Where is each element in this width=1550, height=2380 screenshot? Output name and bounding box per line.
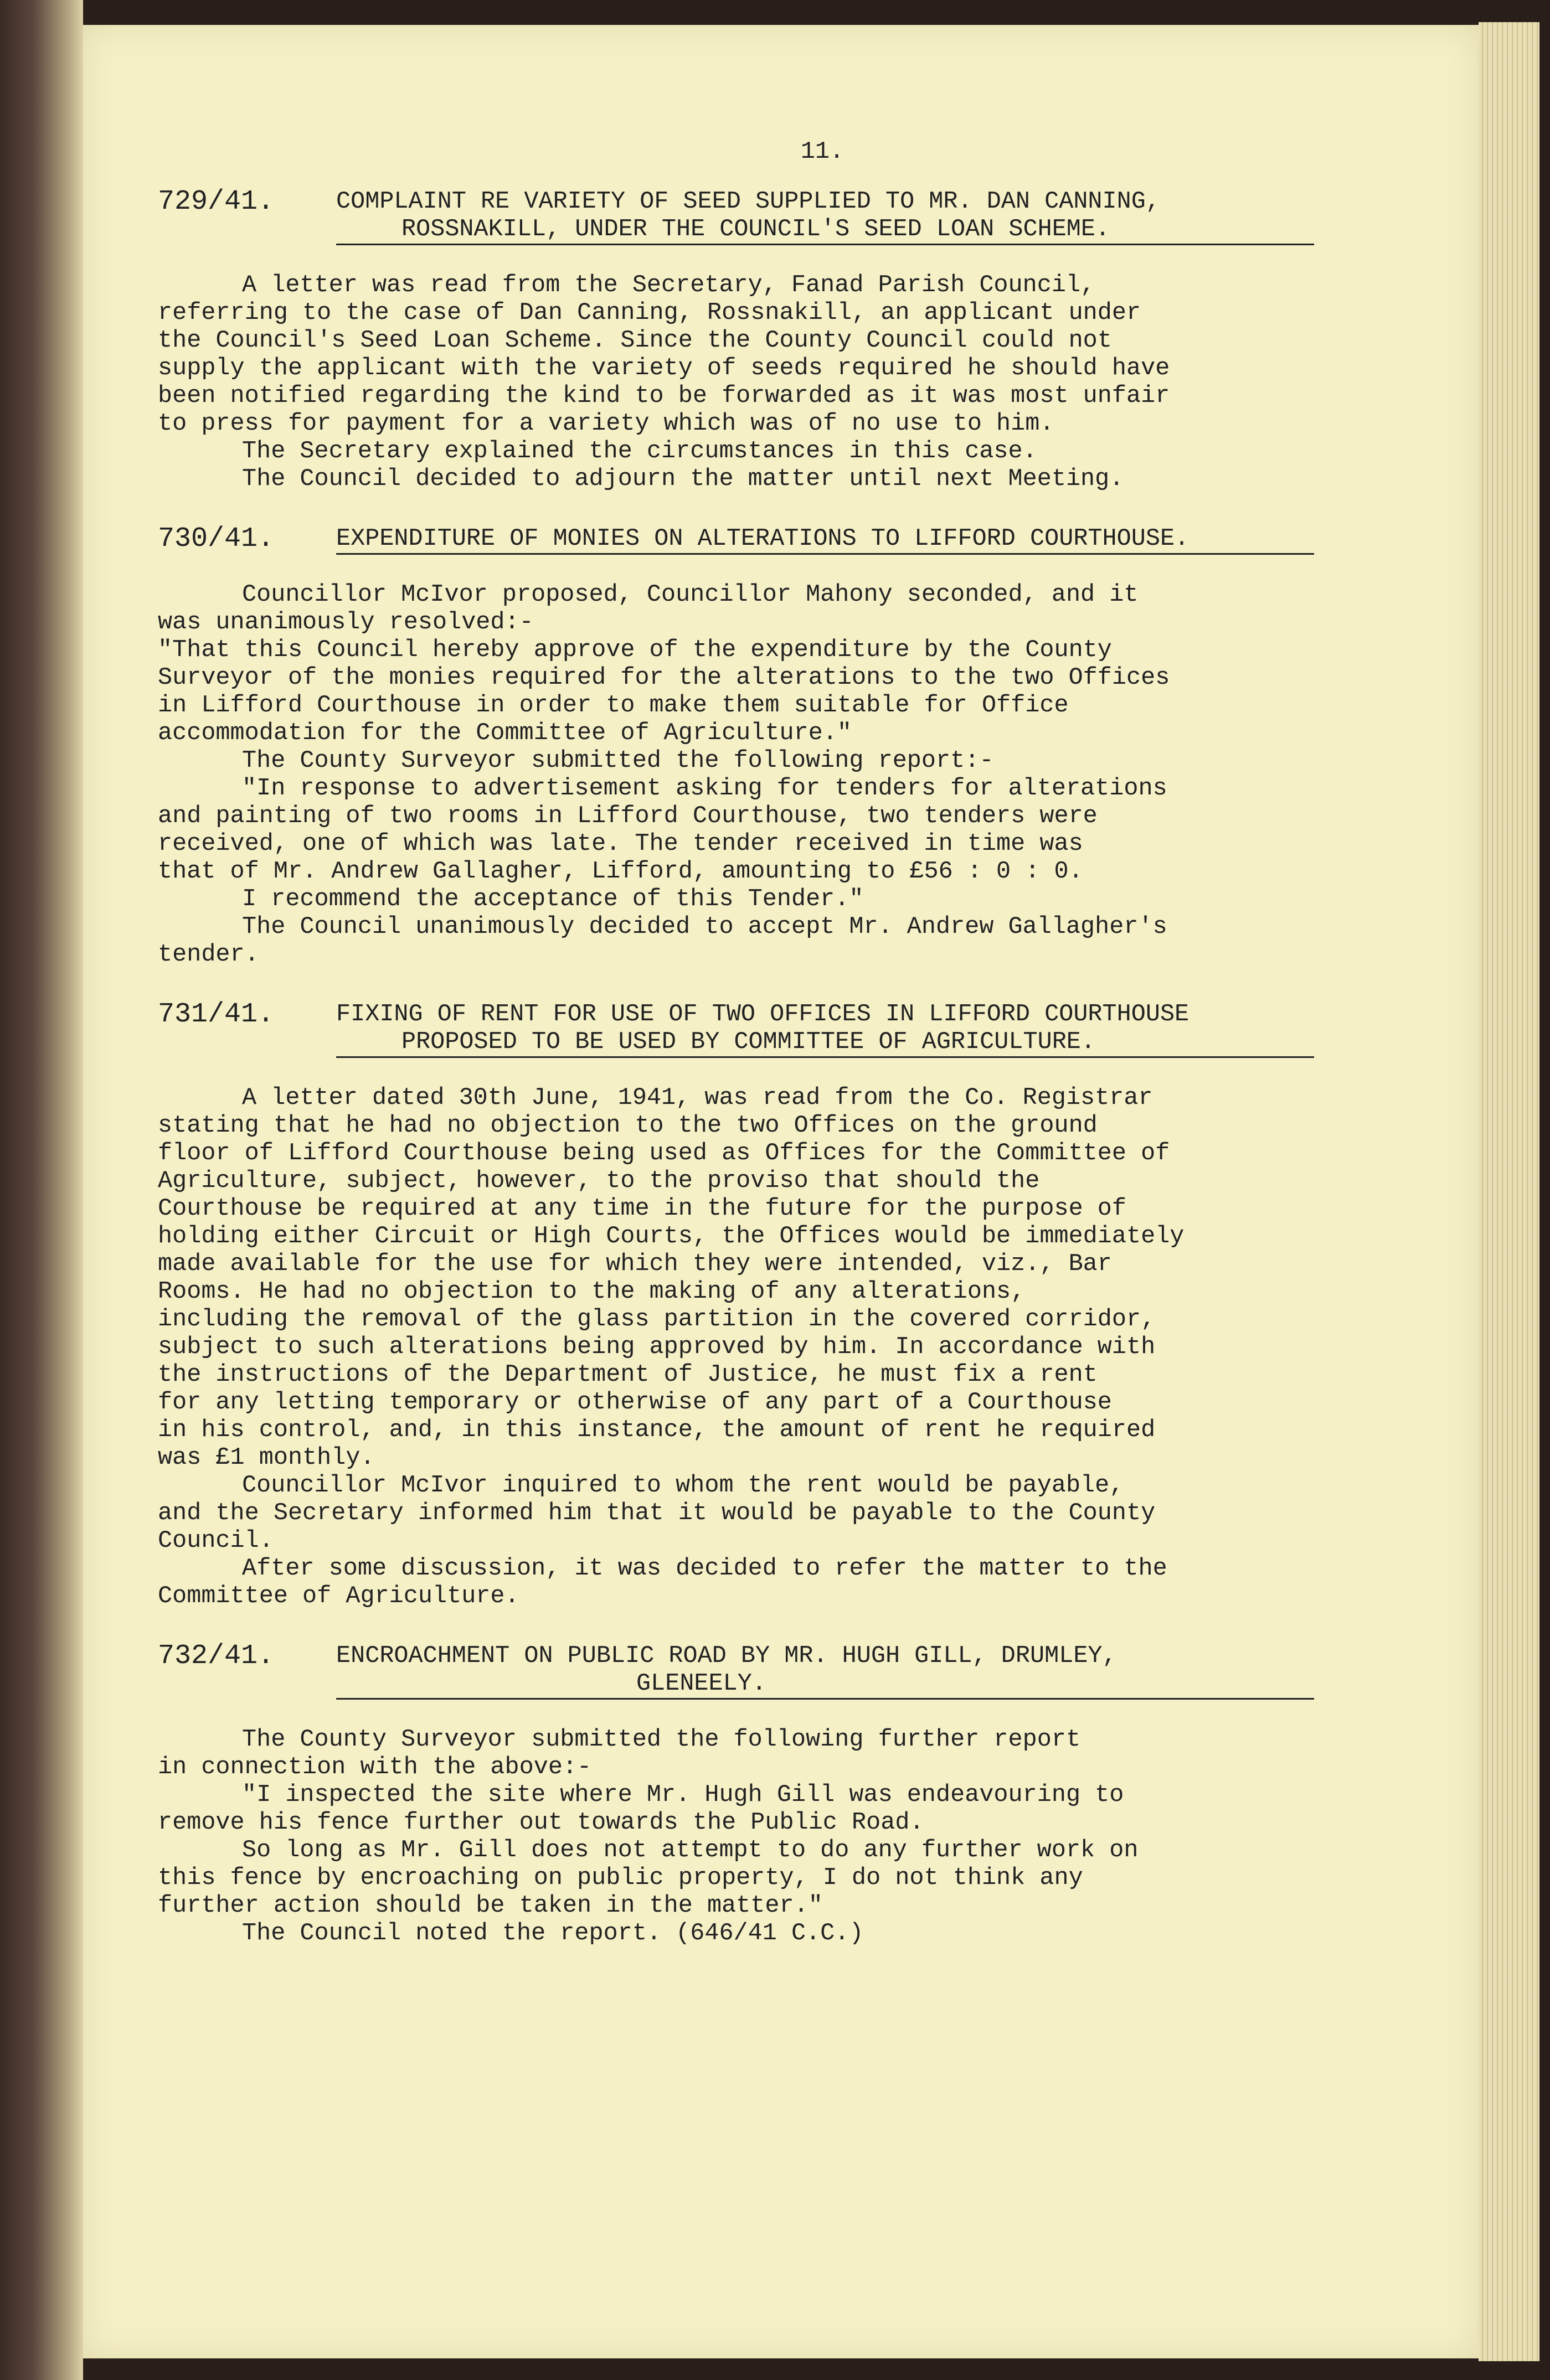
text-line: Councillor McIvor proposed, Councillor Mahony seconded, and it	[242, 581, 1139, 608]
text-line: this fence by encroaching on public property, I do not think any	[158, 1865, 1083, 1892]
item-title	[336, 1643, 1314, 1700]
text-line: holding either Circuit or High Courts, the Offices would be immediately	[158, 1223, 1185, 1250]
text-line: including the removal of the glass partition in the covered corridor,	[158, 1306, 1156, 1333]
minute-item	[158, 1640, 1365, 1948]
item-title-line: FIXING OF RENT FOR USE OF TWO OFFICES IN LIFFORD COURTHOUSE	[336, 1001, 1189, 1028]
item-title-line: COMPLAINT RE VARIETY OF SEED SUPPLIED TO MR. DAN CANNING,	[336, 188, 1160, 215]
item-title-line: GLENEELY.	[636, 1670, 766, 1697]
item-title-line: ENCROACHMENT ON PUBLIC ROAD BY MR. HUGH GILL, DRUMLEY,	[336, 1643, 1117, 1670]
text-line: "That this Council hereby approve of the expenditure by the County	[158, 637, 1112, 664]
item-title-line: ROSSNAKILL, UNDER THE COUNCIL'S SEED LOAN SCHEME.	[401, 216, 1110, 243]
text-line: "I inspected the site where Mr. Hugh Gill was endeavouring to	[242, 1782, 1124, 1809]
text-line: "In response to advertisement asking for tenders for alterations	[242, 775, 1167, 802]
text-line: Agriculture, subject, however, to the proviso that should the	[158, 1168, 1040, 1195]
text-line: made available for the use for which they were intended, viz., Bar	[158, 1251, 1112, 1278]
page-content	[158, 138, 1365, 1948]
text-line: the instructions of the Department of Justice, he must fix a rent	[158, 1361, 1098, 1388]
text-line: was unanimously resolved:-	[158, 609, 534, 636]
text-line: The County Surveyor submitted the following further report	[242, 1726, 1081, 1753]
item-body	[158, 272, 1365, 493]
text-line: supply the applicant with the variety of seeds required he should have	[158, 355, 1170, 382]
text-line: stating that he had no objection to the two Offices on the ground	[158, 1112, 1098, 1139]
page-number-row	[158, 138, 1365, 166]
text-line: The Secretary explained the circumstances in this case.	[242, 438, 1037, 465]
text-line: Rooms. He had no objection to the making of any alterations,	[158, 1278, 1026, 1305]
text-line: A letter dated 30th June, 1941, was read from the Co. Registrar	[242, 1085, 1153, 1112]
item-body	[158, 1726, 1365, 1948]
minutes-items	[158, 188, 1365, 1948]
text-line: The Council decided to adjourn the matter until next Meeting.	[242, 466, 1124, 493]
text-line: Courthouse be required at any time in the future for the purpose of	[158, 1195, 1126, 1222]
item-heading	[158, 1640, 1365, 1700]
minute-item	[158, 525, 1365, 969]
text-line: remove his fence further out towards the Public Road.	[158, 1809, 924, 1836]
text-line: that of Mr. Andrew Gallagher, Lifford, amounting to £56 : 0 : 0.	[158, 858, 1083, 885]
page-number: 11.	[800, 138, 844, 166]
item-body	[158, 1085, 1365, 1610]
text-line: Surveyor of the monies required for the alterations to the two Offices	[158, 664, 1170, 691]
item-number: 732/41.	[158, 1640, 275, 1672]
text-line: I recommend the acceptance of this Tender."	[242, 886, 864, 913]
text-line: was £1 monthly.	[158, 1444, 375, 1472]
book-binding	[0, 0, 83, 2380]
text-line: tender.	[158, 941, 259, 968]
text-line: been notified regarding the kind to be forwarded as it was most unfair	[158, 383, 1170, 410]
item-body	[158, 581, 1365, 969]
minute-item	[158, 188, 1365, 493]
text-line: the Council's Seed Loan Scheme. Since the County Council could not	[158, 327, 1112, 354]
text-line: referring to the case of Dan Canning, Rossnakill, an applicant under	[158, 300, 1141, 327]
item-title	[336, 525, 1314, 555]
item-number: 731/41.	[158, 999, 275, 1030]
item-heading	[158, 188, 1365, 245]
item-title-line: EXPENDITURE OF MONIES ON ALTERATIONS TO LIFFORD COURTHOUSE.	[336, 525, 1189, 553]
text-line: and the Secretary informed him that it would be payable to the County	[158, 1500, 1156, 1527]
text-line: So long as Mr. Gill does not attempt to do any further work on	[242, 1837, 1139, 1864]
item-number: 730/41.	[158, 523, 275, 555]
text-line: subject to such alterations being approved by him. In accordance with	[158, 1334, 1156, 1361]
text-line: The Council noted the report. (646/41 C.C.)	[242, 1920, 864, 1947]
text-line: further action should be taken in the matter."	[158, 1892, 823, 1919]
item-heading	[158, 1001, 1365, 1058]
page-edges	[1479, 22, 1539, 2361]
text-line: accommodation for the Committee of Agriculture."	[158, 720, 852, 747]
text-line: floor of Lifford Courthouse being used as Offices for the Committee of	[158, 1140, 1170, 1167]
text-line: Council.	[158, 1527, 274, 1555]
book-edge	[1539, 0, 1550, 2380]
item-title-line: PROPOSED TO BE USED BY COMMITTEE OF AGRICULTURE.	[401, 1029, 1096, 1056]
text-line: in connection with the above:-	[158, 1754, 592, 1781]
item-heading	[158, 525, 1365, 555]
item-title	[336, 188, 1314, 245]
text-line: The County Surveyor submitted the following report:-	[242, 747, 994, 775]
text-line: received, one of which was late. The tender received in time was	[158, 830, 1083, 858]
text-line: and painting of two rooms in Lifford Courthouse, two tenders were	[158, 803, 1098, 830]
text-line: for any letting temporary or otherwise of any part of a Courthouse	[158, 1389, 1112, 1416]
text-line: in his control, and, in this instance, the amount of rent he required	[158, 1417, 1156, 1444]
text-line: After some discussion, it was decided to refer the matter to the	[242, 1555, 1167, 1582]
item-number: 729/41.	[158, 186, 275, 218]
text-line: A letter was read from the Secretary, Fanad Parish Council,	[242, 272, 1095, 299]
text-line: Committee of Agriculture.	[158, 1583, 519, 1610]
item-title	[336, 1001, 1314, 1058]
text-line: Councillor McIvor inquired to whom the rent would be payable,	[242, 1472, 1124, 1499]
text-line: to press for payment for a variety which was of no use to him.	[158, 410, 1054, 437]
text-line: in Lifford Courthouse in order to make them suitable for Office	[158, 692, 1069, 719]
text-line: The Council unanimously decided to accept Mr. Andrew Gallagher's	[242, 913, 1167, 941]
minute-item	[158, 1001, 1365, 1610]
